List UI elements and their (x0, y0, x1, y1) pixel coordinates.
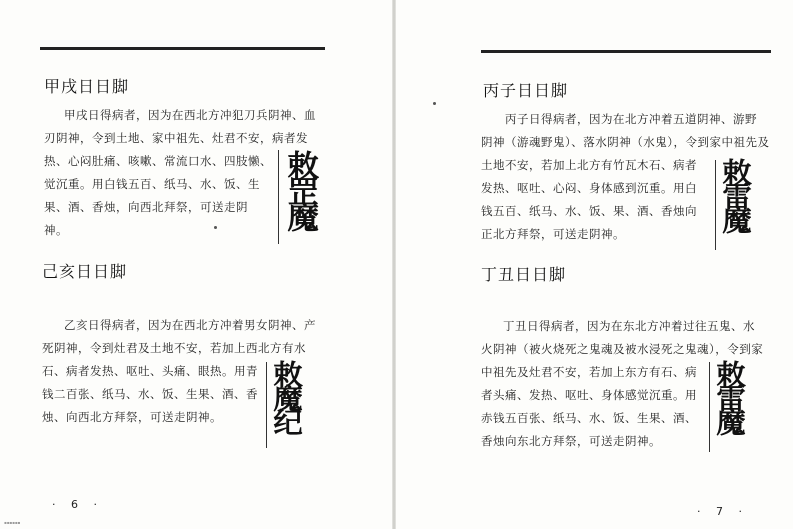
talisman-border (266, 362, 267, 448)
talisman-border (278, 150, 279, 244)
scan-speck (433, 102, 436, 105)
right-page (397, 0, 793, 529)
body-line: 香烛向东北方拜祭，可送走阴神。 (481, 434, 661, 448)
body-line: 乙亥日得病者，因为在西北方冲着男女阴神、产 (64, 318, 316, 332)
body-line: 丁丑日得病者，因为在东北方冲着过往五鬼、水 (503, 319, 755, 333)
page-number: · 7 · (697, 505, 748, 518)
body-line: 正北方拜祭，可送走阴神。 (481, 227, 625, 241)
talisman-glyph: 敕雷魔 (712, 360, 747, 432)
body-line: 发热、呕吐、心闷、身体感到沉重。用白 (481, 181, 697, 195)
body-line: 石、病者发热、呕吐、头痛、眼热。用青 (42, 364, 258, 378)
body-line: 者头痛、发热、呕吐、身体感觉沉重。用 (481, 388, 697, 402)
body-line: 果、酒、香烛，向西北拜祭，可送走阴 (44, 200, 248, 214)
book-gutter (392, 0, 396, 529)
talisman-border (715, 160, 716, 250)
talisman-border (709, 362, 710, 452)
talisman-glyph: 敕雷魔 (718, 158, 753, 230)
body-line: 钱五百、纸马、水、饭、果、酒、香烛向 (481, 204, 697, 218)
section-heading: 丙子日日脚 (483, 81, 569, 100)
body-line: 甲戌日得病者，因为在西北方冲犯刀兵阴神、血 (64, 108, 316, 122)
page-number: · 6 · (52, 498, 103, 511)
section-heading: 己亥日日脚 (42, 262, 128, 281)
body-line: 土地不安，若加上北方有竹瓦木石、病者 (481, 158, 697, 172)
body-line: 烛、向西北方拜祭，可送走阴神。 (42, 410, 222, 424)
section-body (44, 104, 316, 242)
body-line: 觉沉重。用白钱五百、纸马、水、饭、生 (44, 177, 260, 191)
body-line: 死阴神，令到灶君及土地不安，若加上西北方有水 (42, 341, 306, 355)
body-line: 神。 (44, 223, 68, 237)
body-line: 热、心闷肚痛、咳嗽、常流口水、四肢懒、 (44, 154, 272, 168)
scan-speck (214, 226, 217, 229)
scan-artifact: ▪▪▪▪▪▪ (4, 520, 21, 525)
body-line: 刃阴神，令到土地、家中祖先、灶君不安，病者发 (44, 131, 308, 145)
talisman-glyph: 敕魔纪 (269, 360, 304, 432)
body-line: 阴神（游魂野鬼）、落水阴神（水鬼），令到家中祖先及 (481, 135, 770, 149)
body-line: 丙子日得病者，因为在北方冲着五道阴神、游野 (505, 112, 757, 126)
section-heading: 甲戌日日脚 (44, 77, 130, 96)
section-heading: 丁丑日日脚 (481, 265, 567, 284)
body-line: 赤钱五百张、纸马、水、饭、生果、酒、 (481, 411, 697, 425)
top-rule (481, 50, 771, 53)
talisman-glyph: 敕罡魔 (281, 150, 318, 228)
left-page (0, 0, 396, 529)
body-line: 钱二百张、纸马、水、饭、生果、酒、香 (42, 387, 258, 401)
body-line: 中祖先及灶君不安，若加上东方有石、病 (481, 365, 697, 379)
top-rule (40, 47, 325, 50)
body-line: 火阴神（被火烧死之鬼魂及被水浸死之鬼魂），令到家 (481, 342, 764, 356)
